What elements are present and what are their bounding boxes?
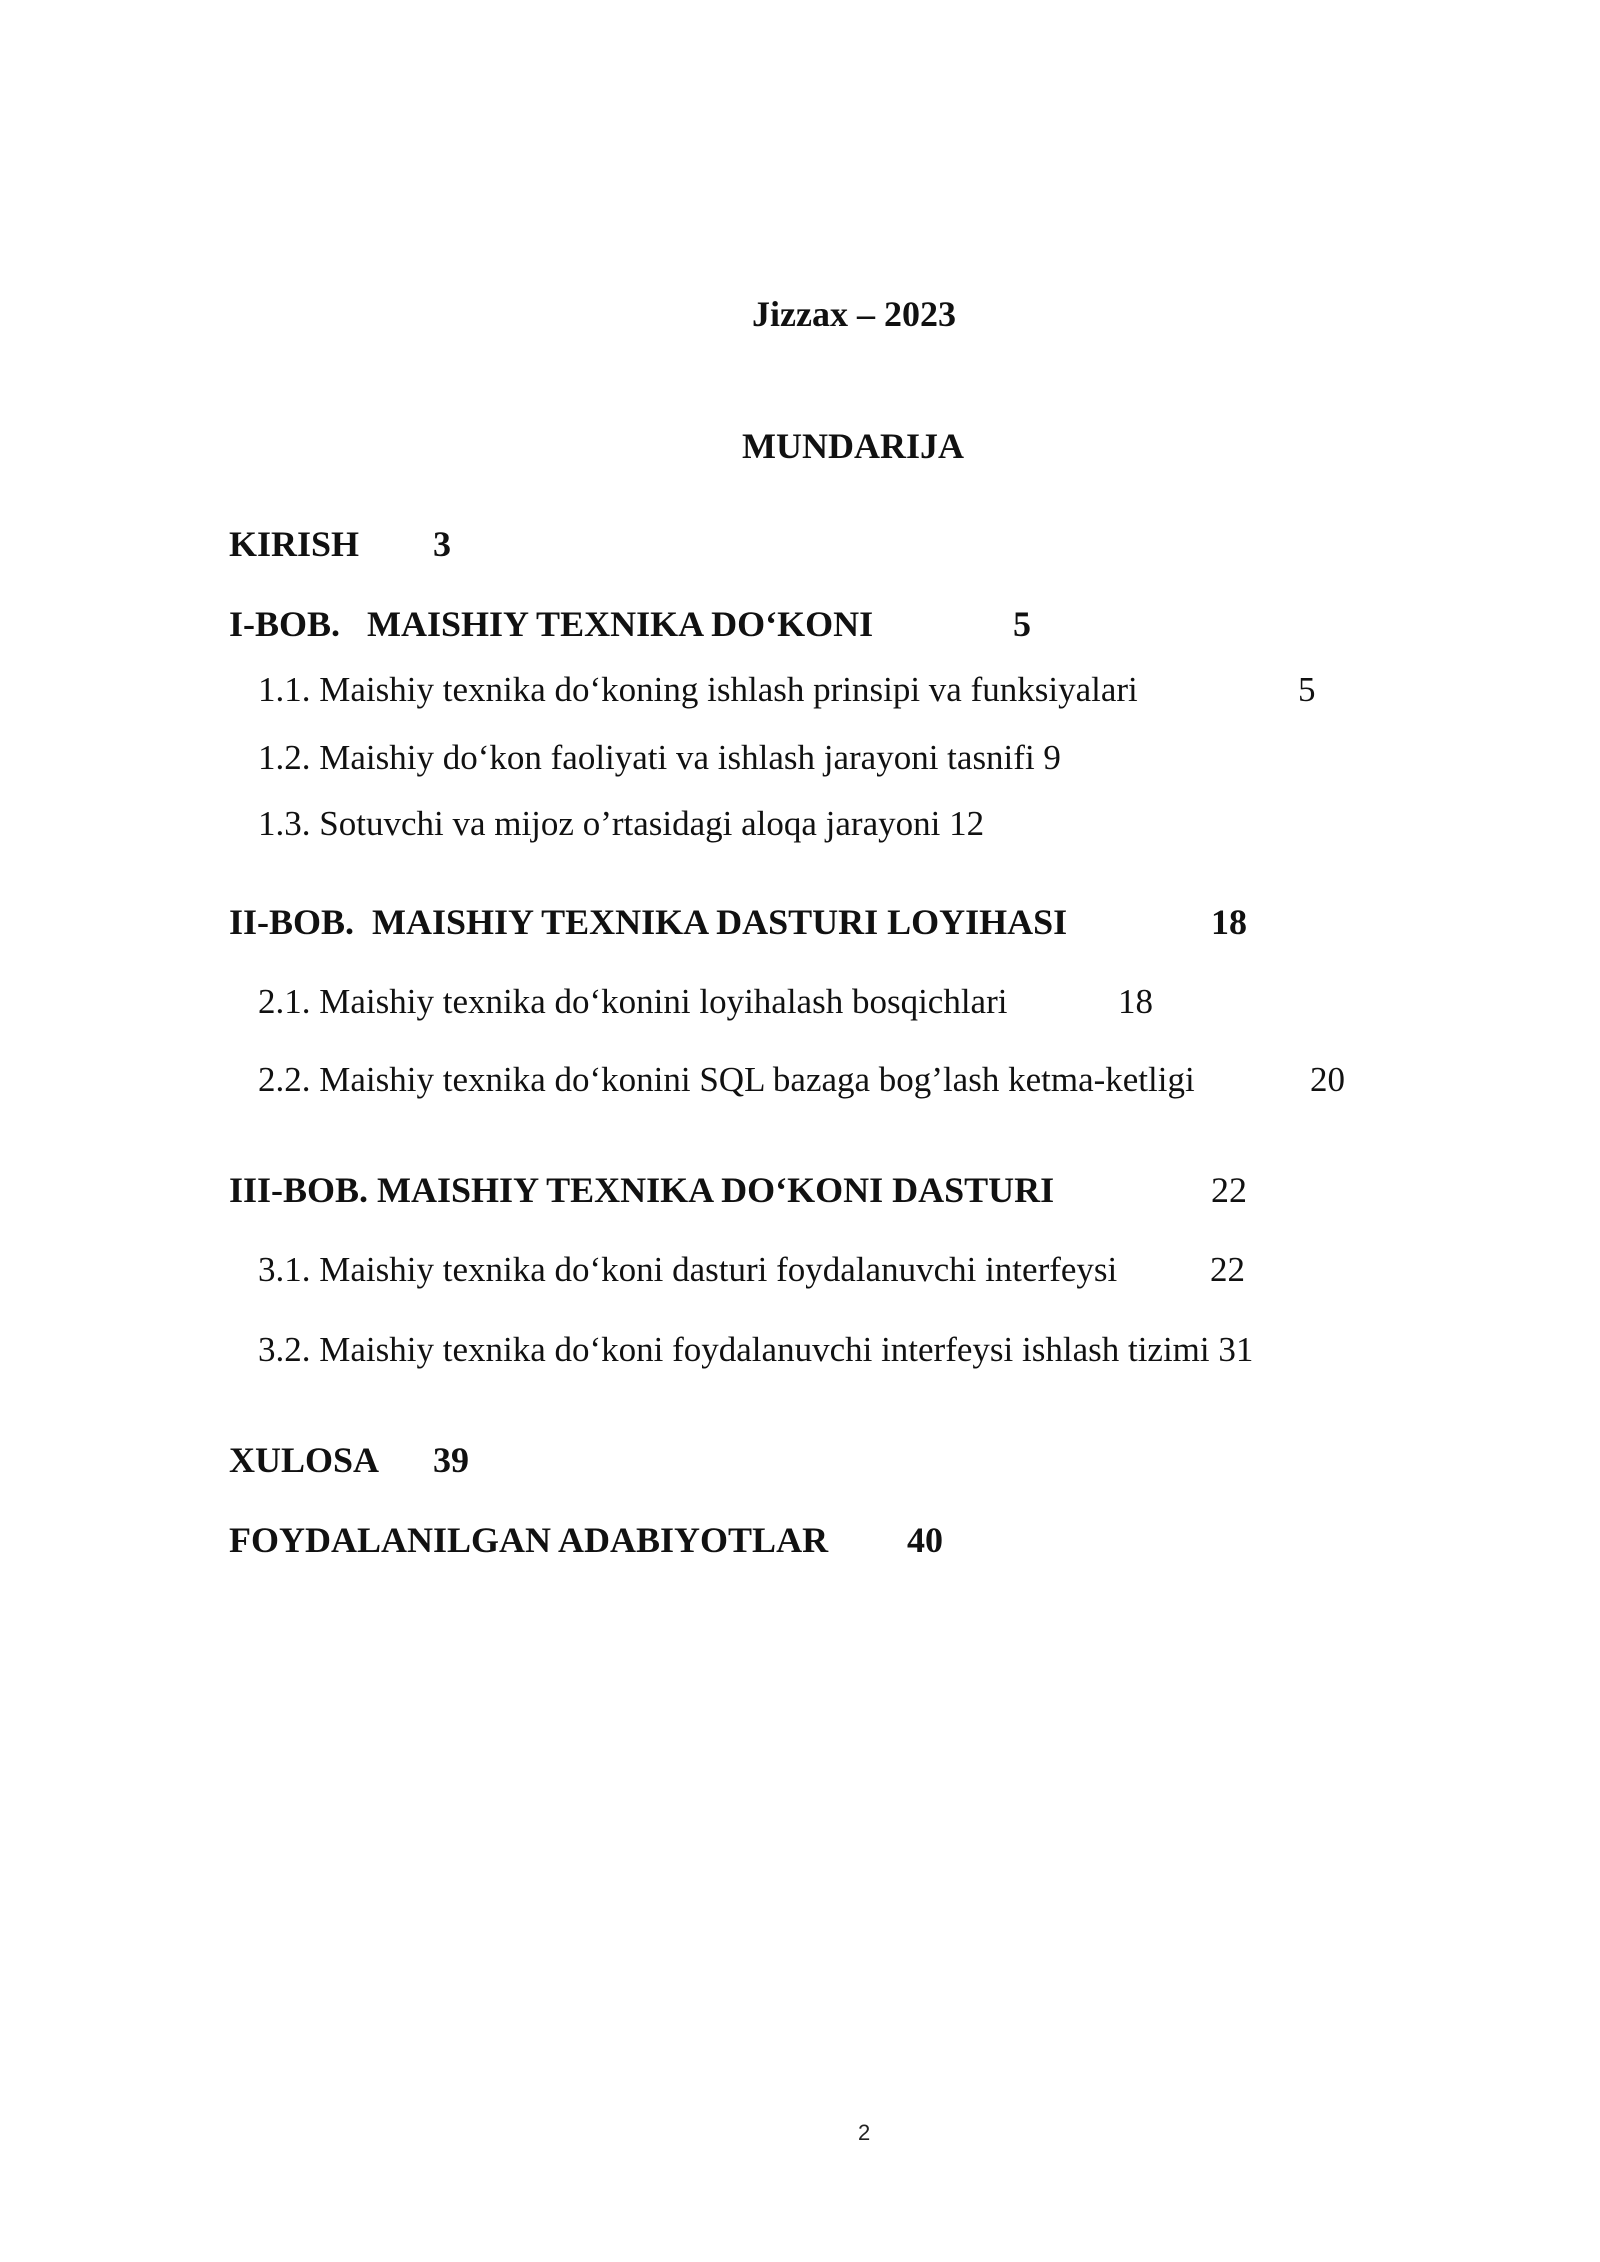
toc-entry-label: 1.2. Maishiy do‘kon faoliyati va ishlash jarayoni tasnifi xyxy=(258,738,1035,777)
toc-entry-label: III-BOB. MAISHIY TEXNIKA DO‘KONI DASTURI xyxy=(229,1170,1055,1210)
toc-entry-3-2[interactable] xyxy=(258,1332,1253,1367)
toc-entry-2-2[interactable] xyxy=(258,1060,1345,1099)
toc-entry-page: 20 xyxy=(1310,1060,1345,1099)
toc-entry-page: 5 xyxy=(1013,604,1031,644)
toc-entry-label: 1.1. Maishiy texnika do‘koning ishlash prinsipi va funksiyalari xyxy=(258,670,1138,709)
toc-entry-3-1[interactable] xyxy=(258,1250,1245,1289)
toc-entry-label: FOYDALANILGAN ADABIYOTLAR xyxy=(229,1520,829,1560)
toc-entry-2-1[interactable] xyxy=(258,982,1153,1021)
toc-entry-1-1[interactable] xyxy=(258,670,1316,709)
toc-entry-label: 1.3. Sotuvchi va mijoz o’rtasidagi aloqa jarayoni xyxy=(258,804,941,843)
toc-entry-xulosa[interactable] xyxy=(229,1440,469,1480)
toc-entry-page: 22 xyxy=(1210,1250,1245,1289)
toc-entry-label: 3.1. Maishiy texnika do‘koni dasturi foydalanuvchi interfeysi xyxy=(258,1250,1118,1289)
place-year: Jizzax – 2023 xyxy=(752,294,956,334)
toc-entry-page: 31 xyxy=(1218,1330,1254,1369)
toc-entry-label: XULOSA xyxy=(229,1440,380,1480)
toc-title: MUNDARIJA xyxy=(742,426,964,466)
toc-entry-page: 39 xyxy=(433,1440,469,1480)
toc-entry-label: 2.1. Maishiy texnika do‘konini loyihalash bosqichlari xyxy=(258,982,1008,1021)
toc-entry-page: 18 xyxy=(1211,902,1247,942)
toc-entry-label: 3.2. Maishiy texnika do‘koni foydalanuvchi interfeysi ishlash tizimi xyxy=(258,1330,1210,1369)
toc-entry-label: I-BOB. MAISHIY TEXNIKA DO‘KONI xyxy=(229,604,874,644)
toc-entry-label: KIRISH xyxy=(229,524,360,564)
toc-entry-label: 2.2. Maishiy texnika do‘konini SQL bazaga bog’lash ketma-ketligi xyxy=(258,1060,1195,1099)
toc-entry-page: 3 xyxy=(433,524,451,564)
toc-entry-kirish[interactable] xyxy=(229,524,451,564)
toc-entry-page: 22 xyxy=(1211,1170,1247,1210)
toc-entry-page: 9 xyxy=(1043,738,1061,777)
toc-entry-1-3[interactable] xyxy=(258,806,984,841)
toc-entry-label: II-BOB. MAISHIY TEXNIKA DASTURI LOYIHASI xyxy=(229,902,1068,942)
toc-entry-chapter-3[interactable] xyxy=(229,1170,1247,1210)
toc-entry-chapter-2[interactable] xyxy=(229,902,1247,942)
toc-entry-page: 18 xyxy=(1118,982,1153,1021)
toc-entry-references[interactable] xyxy=(229,1520,943,1560)
toc-entry-page: 40 xyxy=(907,1520,943,1560)
toc-entry-page: 12 xyxy=(949,804,985,843)
page-number: 2 xyxy=(858,2120,871,2145)
toc-entry-page: 5 xyxy=(1298,670,1316,709)
toc-entry-chapter-1[interactable] xyxy=(229,604,1031,644)
toc-entry-1-2[interactable] xyxy=(258,740,1061,775)
